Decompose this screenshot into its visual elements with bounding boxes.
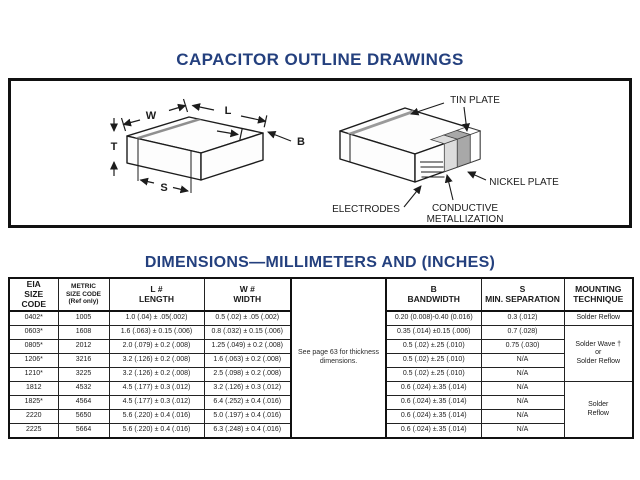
l-dim-arrow xyxy=(193,106,215,111)
cell-width: 2.5 (.098) ± 0.2 (.008) xyxy=(204,368,291,382)
conductive-metallization-label: CONDUCTIVE xyxy=(431,203,499,214)
w-dim-arrow xyxy=(124,120,141,125)
table-header-row xyxy=(9,278,633,311)
cell-metric: 5664 xyxy=(58,424,109,439)
cell-width: 0.8 (.032) ± 0.15 (.006) xyxy=(204,326,291,340)
s-dim-arrow xyxy=(141,180,155,183)
mounting-group-3: Solder Reflow xyxy=(564,382,633,439)
tin-plate-label: TIN PLATE xyxy=(450,95,500,106)
cell-length: 3.2 (.126) ± 0.2 (.008) xyxy=(109,354,204,368)
cell-separation: 0.7 (.028) xyxy=(481,326,564,340)
s-dim-arrow xyxy=(173,188,188,192)
cell-length: 4.5 (.177) ± 0.3 (.012) xyxy=(109,396,204,410)
cell-separation: N/A xyxy=(481,424,564,439)
dimensions-heading: DIMENSIONS—MILLIMETERS AND (INCHES) xyxy=(144,254,496,271)
cell-bandwidth: 0.5 (.02) ±.25 (.010) xyxy=(386,340,481,354)
cell-bandwidth: 0.6 (.024) ±.35 (.014) xyxy=(386,382,481,396)
conductive-metallization-band xyxy=(444,139,457,172)
dim-label-b: B xyxy=(297,136,305,148)
dimension-outline-drawing xyxy=(11,81,320,225)
cell-eia: 0805* xyxy=(9,340,58,354)
cell-separation: N/A xyxy=(481,396,564,410)
cell-length: 5.6 (.220) ± 0.4 (.016) xyxy=(109,424,204,439)
thickness-note: See page 63 for thickness dimensions. xyxy=(291,278,386,438)
cell-metric: 4564 xyxy=(58,396,109,410)
tin-plate-leader xyxy=(411,103,444,114)
cell-bandwidth: 0.5 (.02) ±.25 (.010) xyxy=(386,354,481,368)
header-metric-size-code: METRIC SIZE CODE (Ref only) xyxy=(58,278,109,311)
cell-width: 6.3 (.248) ± 0.4 (.016) xyxy=(204,424,291,439)
cell-length: 2.0 (.079) ± 0.2 (.008) xyxy=(109,340,204,354)
cell-width: 1.25 (.049) ± 0.2 (.008) xyxy=(204,340,291,354)
cell-eia: 2225 xyxy=(9,424,58,439)
header-width: W # WIDTH xyxy=(204,278,291,311)
dim-label-t: T xyxy=(110,141,118,153)
cell-length: 1.6 (.063) ± 0.15 (.006) xyxy=(109,326,204,340)
cell-eia: 1825* xyxy=(9,396,58,410)
cell-length: 1.0 (.04) ± .05(.002) xyxy=(109,311,204,326)
cell-metric: 3216 xyxy=(58,354,109,368)
nickel-plate-band xyxy=(457,135,470,168)
header-min-separation: S MIN. SEPARATION xyxy=(481,278,564,311)
header-mounting-technique: MOUNTING TECHNIQUE xyxy=(564,278,633,311)
conductive-metallization-label: METALLIZATION xyxy=(426,214,504,225)
cell-length: 4.5 (.177) ± 0.3 (.012) xyxy=(109,382,204,396)
dim-label-l: L xyxy=(224,105,232,117)
w-dim-arrow xyxy=(169,106,186,111)
cell-bandwidth: 0.20 (0.008)-0.40 (0.016) xyxy=(386,311,481,326)
dim-label-s: S xyxy=(160,182,168,194)
cell-metric: 2012 xyxy=(58,340,109,354)
header-length: L # LENGTH xyxy=(109,278,204,311)
cell-bandwidth: 0.6 (.024) ±.35 (.014) xyxy=(386,410,481,424)
cell-separation: N/A xyxy=(481,368,564,382)
cell-eia: 0402* xyxy=(9,311,58,326)
cell-length: 3.2 (.126) ± 0.2 (.008) xyxy=(109,368,204,382)
nickel-plate-leader xyxy=(468,172,486,180)
cell-metric: 5650 xyxy=(58,410,109,424)
dimensions-table xyxy=(8,277,634,439)
tin-plate-band xyxy=(470,131,480,163)
electrodes-leader xyxy=(404,186,421,207)
b-leader-arrow xyxy=(268,132,291,141)
l-dim-arrow xyxy=(241,116,266,121)
cell-eia: 1812 xyxy=(9,382,58,396)
cell-separation: 0.75 (.030) xyxy=(481,340,564,354)
header-bandwidth: B BANDWIDTH xyxy=(386,278,481,311)
cell-width: 0.5 (.02) ± .05 (.002) xyxy=(204,311,291,326)
construction-drawing xyxy=(320,81,629,225)
cell-eia: 2220 xyxy=(9,410,58,424)
cell-bandwidth: 0.6 (.024) ±.35 (.014) xyxy=(386,424,481,439)
cell-metric: 1608 xyxy=(58,326,109,340)
cell-bandwidth: 0.5 (.02) ±.25 (.010) xyxy=(386,368,481,382)
nickel-plate-label: NICKEL PLATE xyxy=(489,177,559,188)
cell-eia: 1210* xyxy=(9,368,58,382)
header-eia-size-code: EIA SIZE CODE xyxy=(9,278,58,311)
mounting-group-1: Solder Reflow xyxy=(564,311,633,326)
cell-separation: N/A xyxy=(481,410,564,424)
cell-width: 3.2 (.126) ± 0.3 (.012) xyxy=(204,382,291,396)
cell-width: 5.0 (.197) ± 0.4 (.016) xyxy=(204,410,291,424)
mounting-group-2: Solder Wave † or Solder Reflow xyxy=(564,326,633,382)
cell-separation: 0.3 (.012) xyxy=(481,311,564,326)
cell-separation: N/A xyxy=(481,382,564,396)
cell-eia: 1206* xyxy=(9,354,58,368)
electrodes-label: ELECTRODES xyxy=(332,204,400,215)
outline-drawings-panel xyxy=(8,78,632,228)
cell-separation: N/A xyxy=(481,354,564,368)
cell-metric: 1005 xyxy=(58,311,109,326)
page-title: CAPACITOR OUTLINE DRAWINGS xyxy=(176,50,464,69)
cell-length: 5.6 (.220) ± 0.4 (.016) xyxy=(109,410,204,424)
cell-width: 6.4 (.252) ± 0.4 (.016) xyxy=(204,396,291,410)
dim-label-w: W xyxy=(145,110,157,122)
conductive-leader xyxy=(447,175,453,200)
cell-metric: 3225 xyxy=(58,368,109,382)
cell-width: 1.6 (.063) ± 0.2 (.008) xyxy=(204,354,291,368)
cell-metric: 4532 xyxy=(58,382,109,396)
cell-eia: 0603* xyxy=(9,326,58,340)
cell-bandwidth: 0.35 (.014) ±0.15 (.006) xyxy=(386,326,481,340)
cell-bandwidth: 0.6 (.024) ±.35 (.014) xyxy=(386,396,481,410)
